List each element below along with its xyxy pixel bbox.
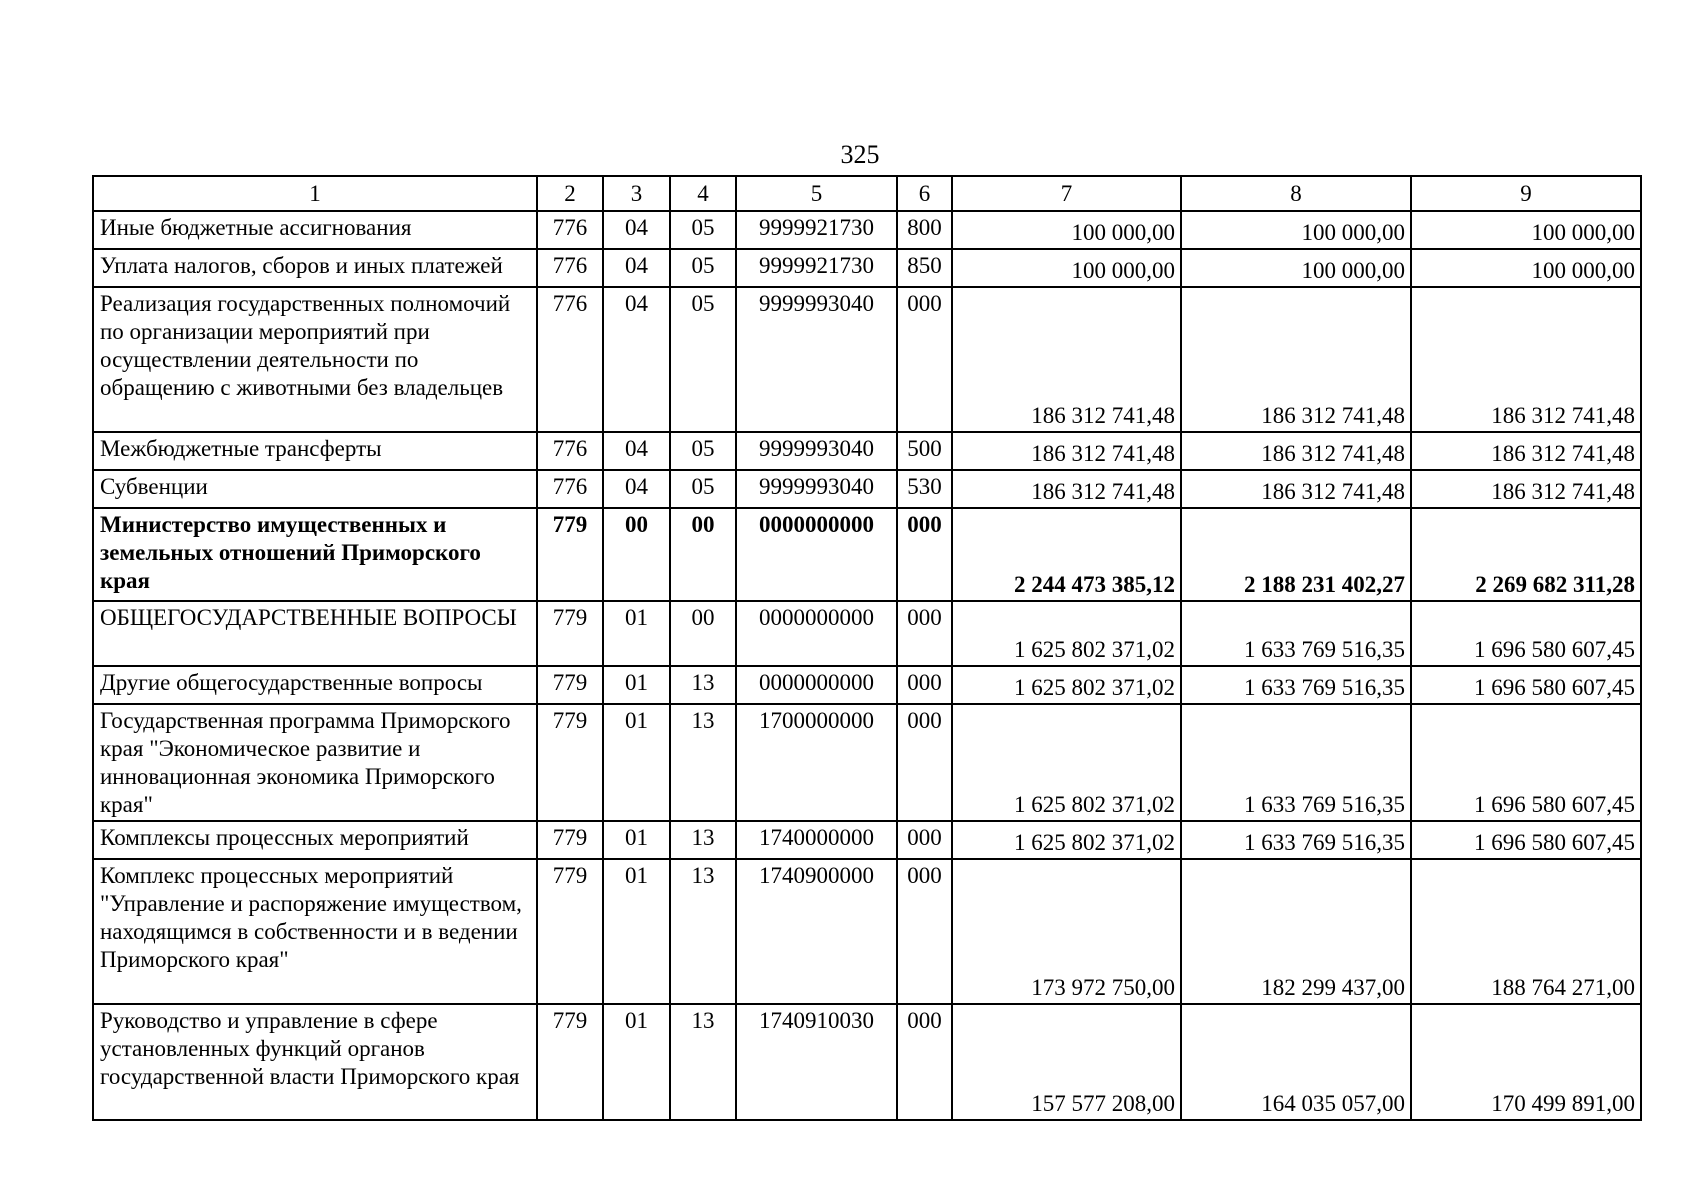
row-amount-9: 186 312 741,48	[1411, 470, 1641, 508]
row-code-4: 13	[670, 859, 736, 1004]
row-amount-9: 1 696 580 607,45	[1411, 601, 1641, 666]
header-cell: 8	[1181, 176, 1411, 211]
row-amount-7: 1 625 802 371,02	[952, 821, 1181, 859]
header-cell: 9	[1411, 176, 1641, 211]
table-row	[93, 859, 1641, 1004]
row-amount-9: 186 312 741,48	[1411, 287, 1641, 432]
table-row	[93, 508, 1641, 601]
row-code-2: 779	[537, 821, 603, 859]
row-code-4: 13	[670, 704, 736, 821]
row-code-5: 1740000000	[736, 821, 897, 859]
row-code-4: 13	[670, 1004, 736, 1120]
row-amount-7: 186 312 741,48	[952, 287, 1181, 432]
row-amount-8: 1 633 769 516,35	[1181, 821, 1411, 859]
row-amount-8: 1 633 769 516,35	[1181, 704, 1411, 821]
row-code-3: 01	[603, 1004, 670, 1120]
row-code-6: 000	[897, 666, 952, 704]
row-code-5: 9999993040	[736, 470, 897, 508]
row-code-3: 04	[603, 211, 670, 249]
row-code-2: 776	[537, 287, 603, 432]
row-code-6: 000	[897, 601, 952, 666]
row-name: ОБЩЕГОСУДАРСТВЕННЫЕ ВОПРОСЫ	[93, 601, 537, 666]
row-code-4: 13	[670, 666, 736, 704]
row-code-5: 9999993040	[736, 287, 897, 432]
row-amount-9: 2 269 682 311,28	[1411, 508, 1641, 601]
row-code-3: 01	[603, 601, 670, 666]
row-code-3: 04	[603, 287, 670, 432]
row-amount-9: 1 696 580 607,45	[1411, 704, 1641, 821]
row-code-4: 05	[670, 249, 736, 287]
row-amount-7: 1 625 802 371,02	[952, 666, 1181, 704]
row-amount-8: 1 633 769 516,35	[1181, 666, 1411, 704]
row-amount-8: 186 312 741,48	[1181, 432, 1411, 470]
row-code-4: 05	[670, 287, 736, 432]
row-code-5: 0000000000	[736, 666, 897, 704]
row-code-5: 9999993040	[736, 432, 897, 470]
row-code-2: 779	[537, 859, 603, 1004]
row-amount-9: 100 000,00	[1411, 211, 1641, 249]
row-code-3: 01	[603, 666, 670, 704]
row-code-2: 779	[537, 601, 603, 666]
row-amount-9: 170 499 891,00	[1411, 1004, 1641, 1120]
row-code-6: 850	[897, 249, 952, 287]
row-code-6: 000	[897, 1004, 952, 1120]
header-row	[93, 176, 1641, 211]
row-amount-8: 100 000,00	[1181, 211, 1411, 249]
row-code-4: 05	[670, 432, 736, 470]
row-amount-7: 157 577 208,00	[952, 1004, 1181, 1120]
table-row	[93, 432, 1641, 470]
row-code-5: 0000000000	[736, 601, 897, 666]
row-name: Реализация государственных полномочий по организации мероприятий при осуществлении деятельности по обращению с животными без владельцев	[93, 287, 537, 432]
row-amount-8: 2 188 231 402,27	[1181, 508, 1411, 601]
row-code-4: 00	[670, 508, 736, 601]
row-code-6: 000	[897, 287, 952, 432]
row-code-2: 776	[537, 211, 603, 249]
table-row	[93, 666, 1641, 704]
row-code-6: 530	[897, 470, 952, 508]
row-code-5: 1700000000	[736, 704, 897, 821]
header-cell: 1	[93, 176, 537, 211]
table-row	[93, 821, 1641, 859]
row-amount-8: 182 299 437,00	[1181, 859, 1411, 1004]
row-code-6: 000	[897, 508, 952, 601]
row-code-2: 779	[537, 1004, 603, 1120]
table-row	[93, 601, 1641, 666]
header-cell: 4	[670, 176, 736, 211]
row-amount-8: 164 035 057,00	[1181, 1004, 1411, 1120]
row-code-6: 000	[897, 859, 952, 1004]
table-row	[93, 470, 1641, 508]
row-name: Комплексы процессных мероприятий	[93, 821, 537, 859]
row-code-3: 01	[603, 821, 670, 859]
header-cell: 5	[736, 176, 897, 211]
row-amount-9: 1 696 580 607,45	[1411, 821, 1641, 859]
row-amount-8: 100 000,00	[1181, 249, 1411, 287]
row-name: Иные бюджетные ассигнования	[93, 211, 537, 249]
table-row	[93, 249, 1641, 287]
row-name: Государственная программа Приморского края "Экономическое развитие и инновационная экономика Приморского края"	[93, 704, 537, 821]
row-code-3: 00	[603, 508, 670, 601]
row-amount-7: 1 625 802 371,02	[952, 601, 1181, 666]
row-amount-7: 186 312 741,48	[952, 470, 1181, 508]
row-code-3: 01	[603, 704, 670, 821]
row-code-2: 776	[537, 249, 603, 287]
row-code-5: 1740900000	[736, 859, 897, 1004]
row-code-2: 779	[537, 508, 603, 601]
row-amount-8: 1 633 769 516,35	[1181, 601, 1411, 666]
header-cell: 7	[952, 176, 1181, 211]
budget-table	[92, 175, 1642, 1121]
row-name: Субвенции	[93, 470, 537, 508]
row-code-6: 000	[897, 821, 952, 859]
row-amount-8: 186 312 741,48	[1181, 470, 1411, 508]
row-code-2: 779	[537, 666, 603, 704]
row-code-6: 500	[897, 432, 952, 470]
row-code-5: 9999921730	[736, 249, 897, 287]
row-name: Руководство и управление в сфере установленных функций органов государственной власти Приморского края	[93, 1004, 537, 1120]
row-amount-9: 186 312 741,48	[1411, 432, 1641, 470]
row-code-3: 04	[603, 470, 670, 508]
row-code-4: 05	[670, 470, 736, 508]
row-code-3: 04	[603, 432, 670, 470]
row-code-3: 01	[603, 859, 670, 1004]
row-code-5: 9999921730	[736, 211, 897, 249]
row-amount-9: 1 696 580 607,45	[1411, 666, 1641, 704]
row-code-5: 1740910030	[736, 1004, 897, 1120]
row-name: Уплата налогов, сборов и иных платежей	[93, 249, 537, 287]
row-amount-9: 188 764 271,00	[1411, 859, 1641, 1004]
table-row	[93, 211, 1641, 249]
row-amount-7: 100 000,00	[952, 249, 1181, 287]
row-code-6: 000	[897, 704, 952, 821]
row-name: Другие общегосударственные вопросы	[93, 666, 537, 704]
row-code-5: 0000000000	[736, 508, 897, 601]
table-row	[93, 1004, 1641, 1120]
row-name: Министерство имущественных и земельных отношений Приморского края	[93, 508, 537, 601]
header-cell: 3	[603, 176, 670, 211]
table-row	[93, 704, 1641, 821]
row-name: Межбюджетные трансферты	[93, 432, 537, 470]
row-amount-7: 2 244 473 385,12	[952, 508, 1181, 601]
table-row	[93, 287, 1641, 432]
row-name: Комплекс процессных мероприятий "Управление и распоряжение имуществом, находящимся в собственности и в ведении Приморского края"	[93, 859, 537, 1004]
row-amount-7: 1 625 802 371,02	[952, 704, 1181, 821]
row-amount-9: 100 000,00	[1411, 249, 1641, 287]
row-amount-8: 186 312 741,48	[1181, 287, 1411, 432]
page-number: 325	[840, 140, 880, 169]
header-cell: 2	[537, 176, 603, 211]
row-code-3: 04	[603, 249, 670, 287]
row-amount-7: 100 000,00	[952, 211, 1181, 249]
row-code-6: 800	[897, 211, 952, 249]
row-code-2: 779	[537, 704, 603, 821]
row-code-2: 776	[537, 470, 603, 508]
row-code-4: 13	[670, 821, 736, 859]
row-code-2: 776	[537, 432, 603, 470]
header-cell: 6	[897, 176, 952, 211]
row-code-4: 05	[670, 211, 736, 249]
row-amount-7: 186 312 741,48	[952, 432, 1181, 470]
row-amount-7: 173 972 750,00	[952, 859, 1181, 1004]
row-code-4: 00	[670, 601, 736, 666]
